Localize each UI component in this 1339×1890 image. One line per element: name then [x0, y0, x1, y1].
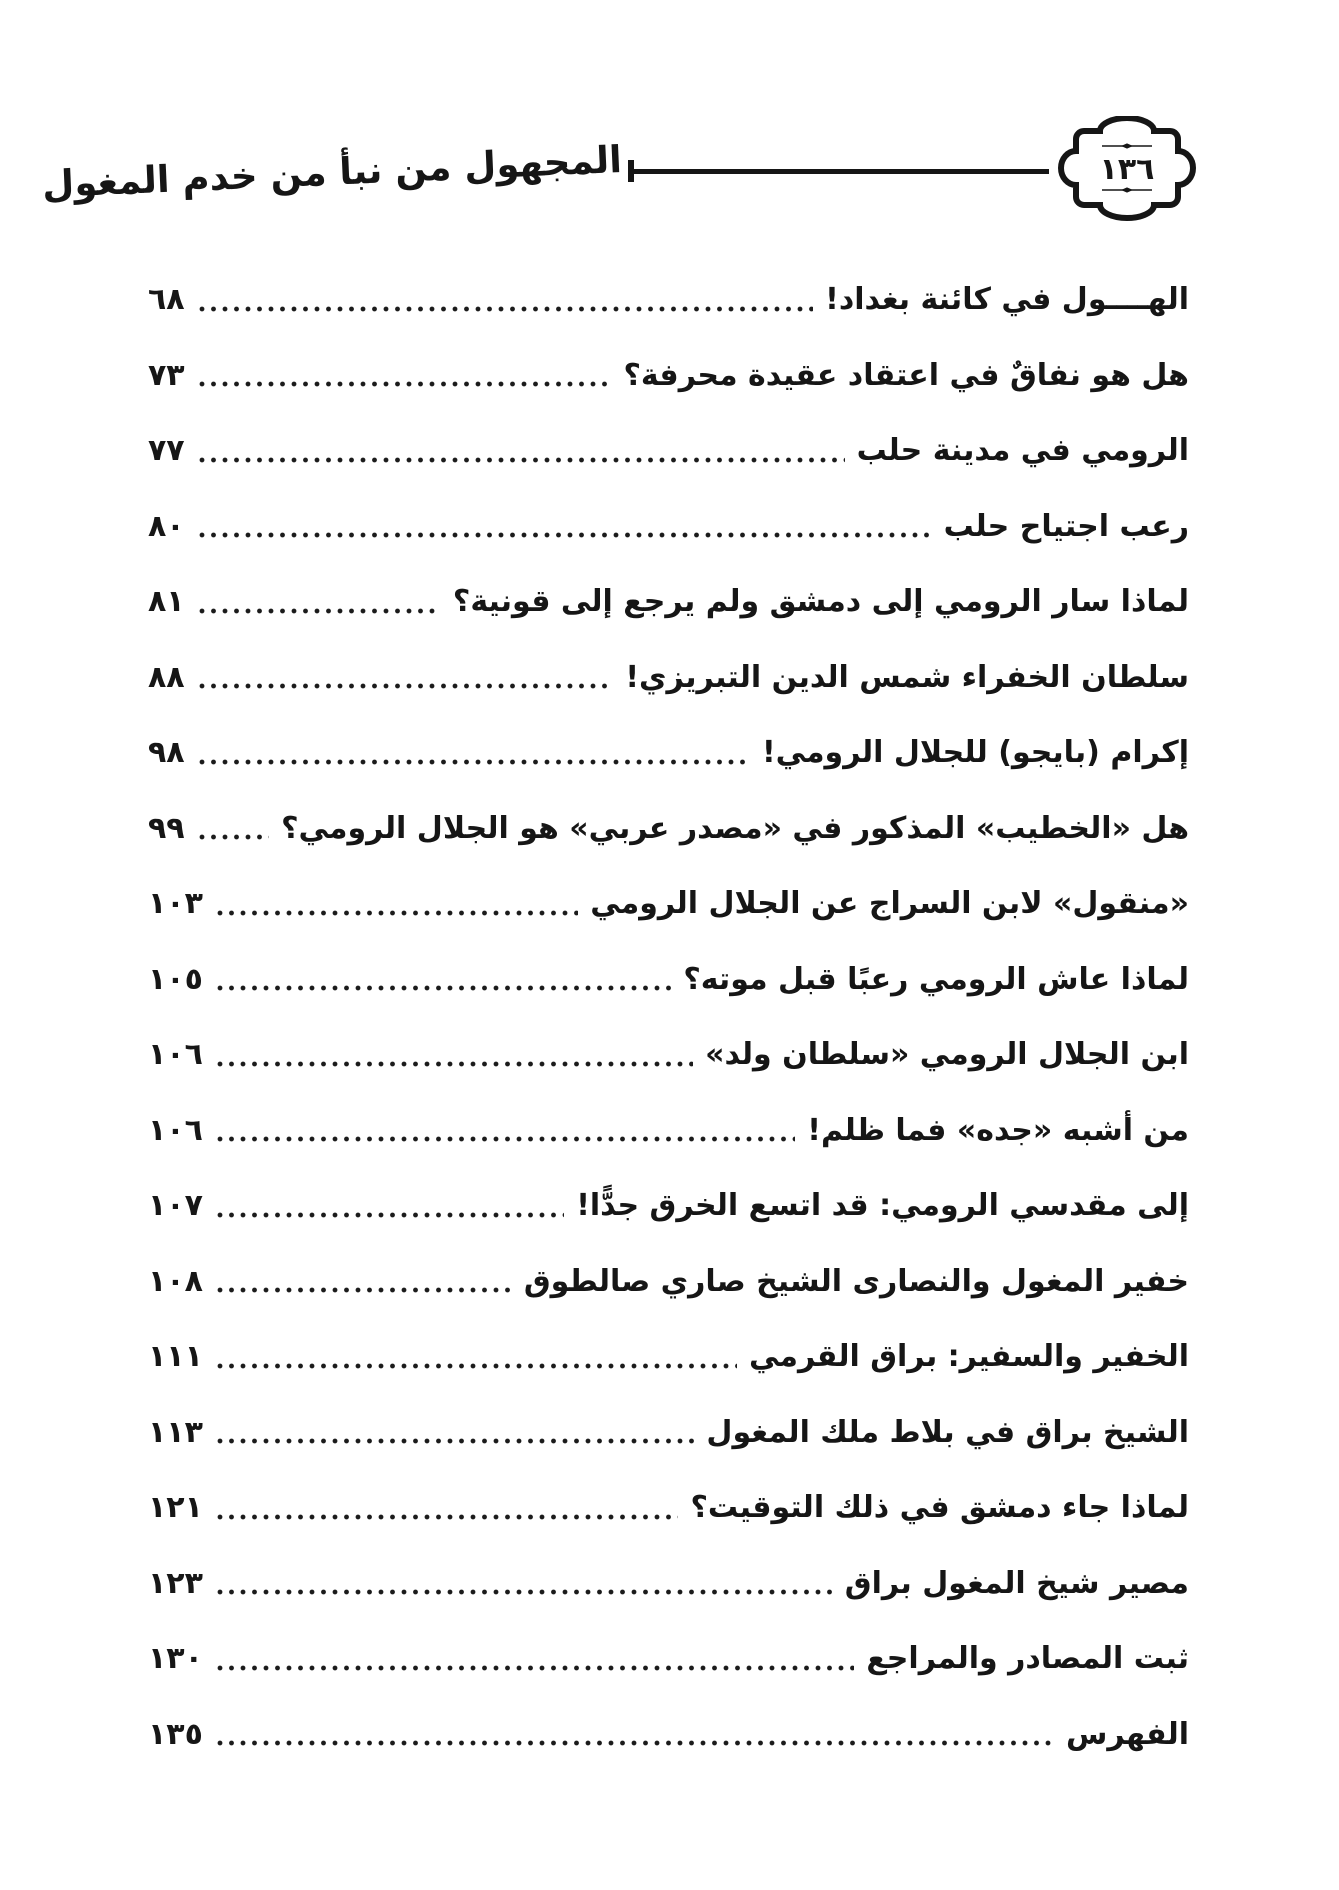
- header-rule: [628, 160, 1049, 182]
- toc-entry-page-number: ١٢٣: [148, 1565, 203, 1601]
- toc-entry-page-number: ٨٨: [148, 659, 185, 695]
- dotted-leader: [197, 832, 270, 842]
- toc-entry-title: لماذا عاش الرومي رعبًا قبل موته؟: [683, 961, 1189, 997]
- toc-entry-title: «منقول» لابن السراج عن الجلال الرومي: [590, 886, 1189, 922]
- toc-entry: [148, 1168, 1189, 1244]
- toc-entry-title: لماذا جاء دمشق في ذلك التوقيت؟: [690, 1490, 1189, 1526]
- page-number-text: ١٣٦: [1099, 152, 1155, 187]
- page-header: [41, 112, 1199, 230]
- dotted-leader: [215, 1285, 512, 1295]
- toc-entry: [148, 866, 1189, 942]
- toc-entry-title: مصير شيخ المغول براق: [844, 1565, 1189, 1601]
- toc-entry-title: هل هو نفاقٌ في اعتقاد عقيدة محرفة؟: [623, 357, 1189, 393]
- toc-entry: [148, 715, 1189, 791]
- toc-entry-page-number: ١٣٥: [148, 1716, 203, 1752]
- toc-entry: [148, 942, 1189, 1018]
- toc-entry-title: هل «الخطيب» المذكور في «مصدر عربي» هو الجلال الرومي؟: [281, 810, 1189, 846]
- dotted-leader: [215, 1210, 564, 1220]
- toc-entry: [148, 791, 1189, 867]
- toc-entry-page-number: ١٣٠: [148, 1641, 203, 1677]
- toc-entry-title: ثبت المصادر والمراجع: [866, 1641, 1189, 1677]
- dotted-leader: [215, 1738, 1054, 1748]
- toc-entry-title: سلطان الخفراء شمس الدين التبريزي!: [625, 659, 1189, 695]
- dotted-leader: [215, 1663, 854, 1673]
- dotted-leader: [197, 757, 750, 767]
- toc-entry-page-number: ١٠٥: [148, 961, 203, 997]
- dotted-leader: [215, 1436, 694, 1446]
- toc-entry-title: الهــــول في كائنة بغداد!: [825, 282, 1189, 318]
- toc-entry-page-number: ١٠٦: [148, 1112, 203, 1148]
- toc-entry-title: رعب اجتياح حلب: [943, 508, 1189, 544]
- page-number-badge: [1055, 116, 1199, 226]
- toc-entry-page-number: ١١٣: [148, 1414, 203, 1450]
- toc-entry: [148, 262, 1189, 338]
- toc-entry-page-number: ٧٣: [148, 357, 185, 393]
- toc-entry: [148, 1470, 1189, 1546]
- toc-entry: [148, 564, 1189, 640]
- toc-entry-title: ابن الجلال الرومي «سلطان ولد»: [705, 1037, 1189, 1073]
- toc-entry-page-number: ٧٧: [148, 433, 185, 469]
- toc-entry-title: إكرام (بايجو) للجلال الرومي!: [761, 735, 1189, 771]
- dotted-leader: [197, 379, 612, 389]
- toc-entry-title: من أشبه «جده» فما ظلم!: [807, 1112, 1189, 1148]
- toc-entry: [148, 1546, 1189, 1622]
- dotted-leader: [197, 606, 441, 616]
- toc-entry-page-number: ٩٩: [148, 810, 185, 846]
- toc-entry-page-number: ٩٨: [148, 735, 185, 771]
- toc-entry: [148, 640, 1189, 716]
- toc-entry-title: لماذا سار الرومي إلى دمشق ولم يرجع إلى قونية؟: [452, 584, 1189, 620]
- toc-entry-page-number: ٦٨: [148, 282, 185, 318]
- toc-entry-page-number: ١٠٧: [148, 1188, 203, 1224]
- toc-entry: [148, 1093, 1189, 1169]
- toc-entry-title: إلى مقدسي الرومي: قد اتسع الخرق جدًّا!: [576, 1188, 1189, 1224]
- toc-entry-page-number: ٨١: [148, 584, 185, 620]
- toc-entry-page-number: ١٠٦: [148, 1037, 203, 1073]
- toc-entry-title: خفير المغول والنصارى الشيخ صاري صالطوق: [523, 1263, 1189, 1299]
- toc-entry: [148, 338, 1189, 414]
- toc-entry: [148, 489, 1189, 565]
- toc-entry-title: الرومي في مدينة حلب: [856, 433, 1189, 469]
- dotted-leader: [215, 1361, 737, 1371]
- dotted-leader: [197, 304, 814, 314]
- toc-entry-page-number: ١٠٨: [148, 1263, 203, 1299]
- toc-entry: [148, 413, 1189, 489]
- dotted-leader: [215, 983, 671, 993]
- toc-entry-page-number: ١٢١: [148, 1490, 203, 1526]
- toc-entry-page-number: ١١١: [148, 1339, 203, 1375]
- dotted-leader: [215, 1512, 679, 1522]
- toc-entry-title: الشيخ براق في بلاط ملك المغول: [706, 1414, 1189, 1450]
- toc-entry-title: الفهرس: [1065, 1716, 1189, 1752]
- toc-entry: [148, 1244, 1189, 1320]
- header-rule-end-cap: [628, 160, 634, 182]
- toc-entry: [148, 1697, 1189, 1773]
- toc-entry-title: الخفير والسفير: براق القرمي: [749, 1339, 1189, 1375]
- toc-entry: [148, 1319, 1189, 1395]
- dotted-leader: [215, 908, 578, 918]
- table-of-contents: [148, 262, 1189, 1772]
- cartouche-ornament-icon: [1055, 116, 1199, 222]
- dotted-leader: [215, 1134, 795, 1144]
- book-title-calligraphy: المجهول من نبأ من خدم المغول: [41, 137, 623, 207]
- dotted-leader: [197, 530, 932, 540]
- toc-entry: [148, 1395, 1189, 1471]
- toc-entry-page-number: ١٠٣: [148, 886, 203, 922]
- dotted-leader: [197, 681, 614, 691]
- toc-entry: [148, 1017, 1189, 1093]
- header-rule-line: [628, 169, 1049, 174]
- dotted-leader: [215, 1059, 693, 1069]
- toc-entry-page-number: ٨٠: [148, 508, 185, 544]
- toc-entry: [148, 1621, 1189, 1697]
- dotted-leader: [197, 455, 845, 465]
- dotted-leader: [215, 1587, 833, 1597]
